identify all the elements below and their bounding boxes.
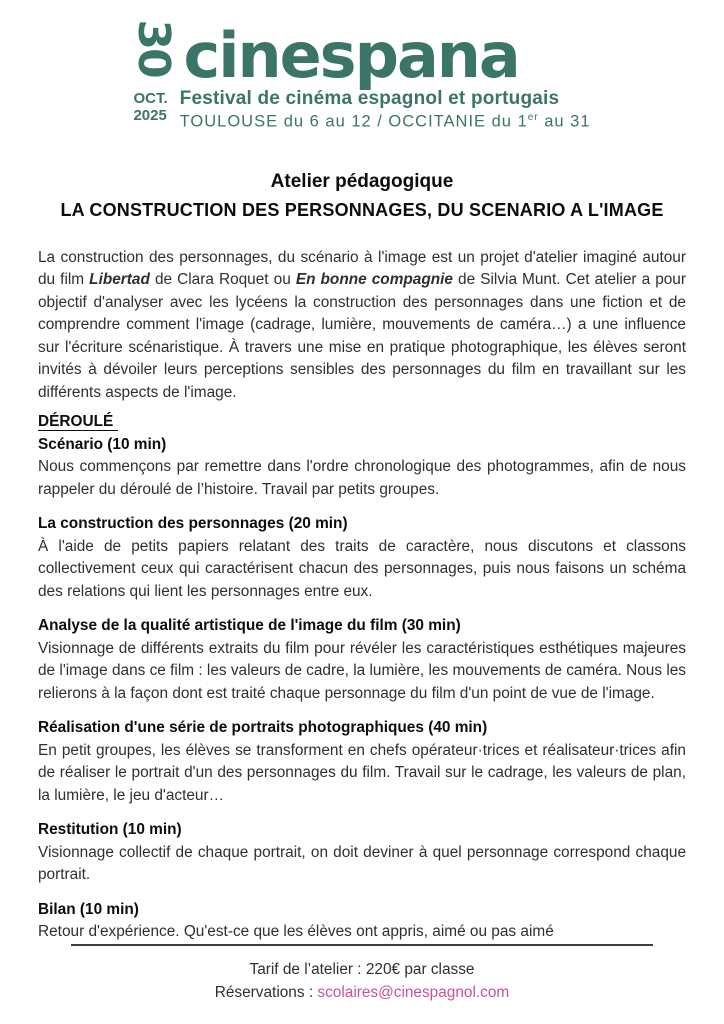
section-construction-personnages	[38, 513, 686, 603]
section-restitution	[38, 819, 686, 887]
film-title-libertad: Libertad	[89, 271, 150, 289]
logo-wordmark-row	[128, 16, 590, 92]
section-body: Retour d'expérience. Qu'est-ce que les élèves ont appris, aimé ou pas aimé	[38, 923, 554, 941]
intro-paragraph	[38, 247, 686, 405]
logo-tagline-row	[133, 89, 590, 131]
logo-edition-number: 30	[128, 19, 180, 77]
film-title-en-bonne-compagnie: En bonne compagnie	[295, 271, 453, 289]
section-body: Visionnage de différents extraits du film pour révéler les caractéristiques esthétiques majeures de l'image dans ce film : les valeurs de cadre, la lumière, les mouvements de caméra. Nous les relierons à la façon dont est traité chaque personnage du film d'un point de vue de l'image.	[38, 639, 686, 702]
festival-dates-superscript: er	[527, 111, 539, 123]
workshop-main-title: LA CONSTRUCTION DES PERSONNAGES, DU SCENARIO A L'IMAGE	[60, 199, 664, 220]
footer-text	[0, 958, 724, 1004]
festival-tagline: Festival de cinéma espagnol et portugais	[179, 88, 560, 109]
logo-wordmark: cinespana	[183, 18, 519, 92]
reservations-label: Réservations :	[214, 984, 318, 1001]
logo-edition-number-rotated	[128, 16, 180, 80]
section-title: La construction des personnages (20 min)	[38, 515, 348, 533]
workshop-price: Tarif de l’atelier : 220€ par classe	[249, 961, 475, 978]
deroule-heading-text: DÉROULÉ	[38, 413, 118, 431]
section-title: Scénario (10 min)	[38, 435, 167, 453]
logo-date-column	[133, 89, 167, 124]
intro-text-2: de Clara Roquet ou	[149, 271, 296, 289]
reservations-email-link[interactable]: scolaires@cinespagnol.com	[317, 984, 510, 1001]
intro-text-3: de Silvia Munt. Cet atelier a pour objectif d'analyser avec les lycéens la construction des personnages dans une fiction et de comprendre comment l'image (cadrage, lumière, mouvements de caméra…) a une influence sur l'écriture scénaristique. À travers une mise en pratique photographique, les élèves seront invités à dévoiler leurs perceptions sensibles des personnages du film en travaillant sur les différents aspects de l'image.	[38, 271, 686, 401]
festival-dates	[180, 112, 591, 131]
reservations-line	[0, 981, 724, 1004]
section-title: Réalisation d'une série de portraits photographiques (40 min)	[38, 719, 488, 737]
section-body: À l'aide de petits papiers relatant des traits de caractère, nous discutons et classons collectivement ceux qui caractérisent chacun des personnages, puis nous faisons un schéma des relations qui lient les personnages entre eux.	[38, 537, 686, 600]
cinespana-logo	[128, 16, 591, 131]
logo-month: OCT.	[133, 90, 168, 107]
intro-text-1: La construction des personnages, du scénario à l'image est un projet d'atelier imaginé autour du film	[38, 248, 686, 289]
logo-year: 2025	[133, 106, 167, 124]
document-footer	[0, 944, 724, 1004]
section-realisation-portraits	[38, 717, 686, 807]
footer-divider	[71, 944, 653, 946]
section-scenario	[38, 434, 686, 502]
section-bilan	[38, 899, 686, 944]
section-body: Nous commençons par remettre dans l'ordre chronologique des photogrammes, afin de nous rappeler du déroulé de l’histoire. Travail par petits groupes.	[38, 458, 686, 498]
festival-dates-part2: au 31	[538, 112, 591, 131]
document-title-block	[0, 171, 724, 221]
logo-taglines	[180, 89, 591, 131]
section-title: Analyse de la qualité artistique de l'image du film (30 min)	[38, 617, 461, 635]
section-title: Bilan (10 min)	[38, 900, 139, 918]
section-body: En petit groupes, les élèves se transforment en chefs opérateur·trices et réalisateur·trices afin de réaliser le portrait d'un des personnages du film. Travail sur le cadrage, les valeurs de plan, la lumière, le jeu d'acteur…	[38, 741, 686, 804]
festival-dates-part1: TOULOUSE du 6 au 12 / OCCITANIE du 1	[179, 112, 528, 131]
document-body	[38, 247, 686, 944]
section-analyse-image	[38, 615, 686, 705]
deroule-heading	[38, 411, 686, 434]
section-title: Restitution (10 min)	[38, 821, 182, 839]
section-body: Visionnage collectif de chaque portrait, on doit deviner à quel personnage correspond chaque portrait.	[38, 843, 686, 884]
workshop-type-title: Atelier pédagogique	[270, 170, 454, 192]
